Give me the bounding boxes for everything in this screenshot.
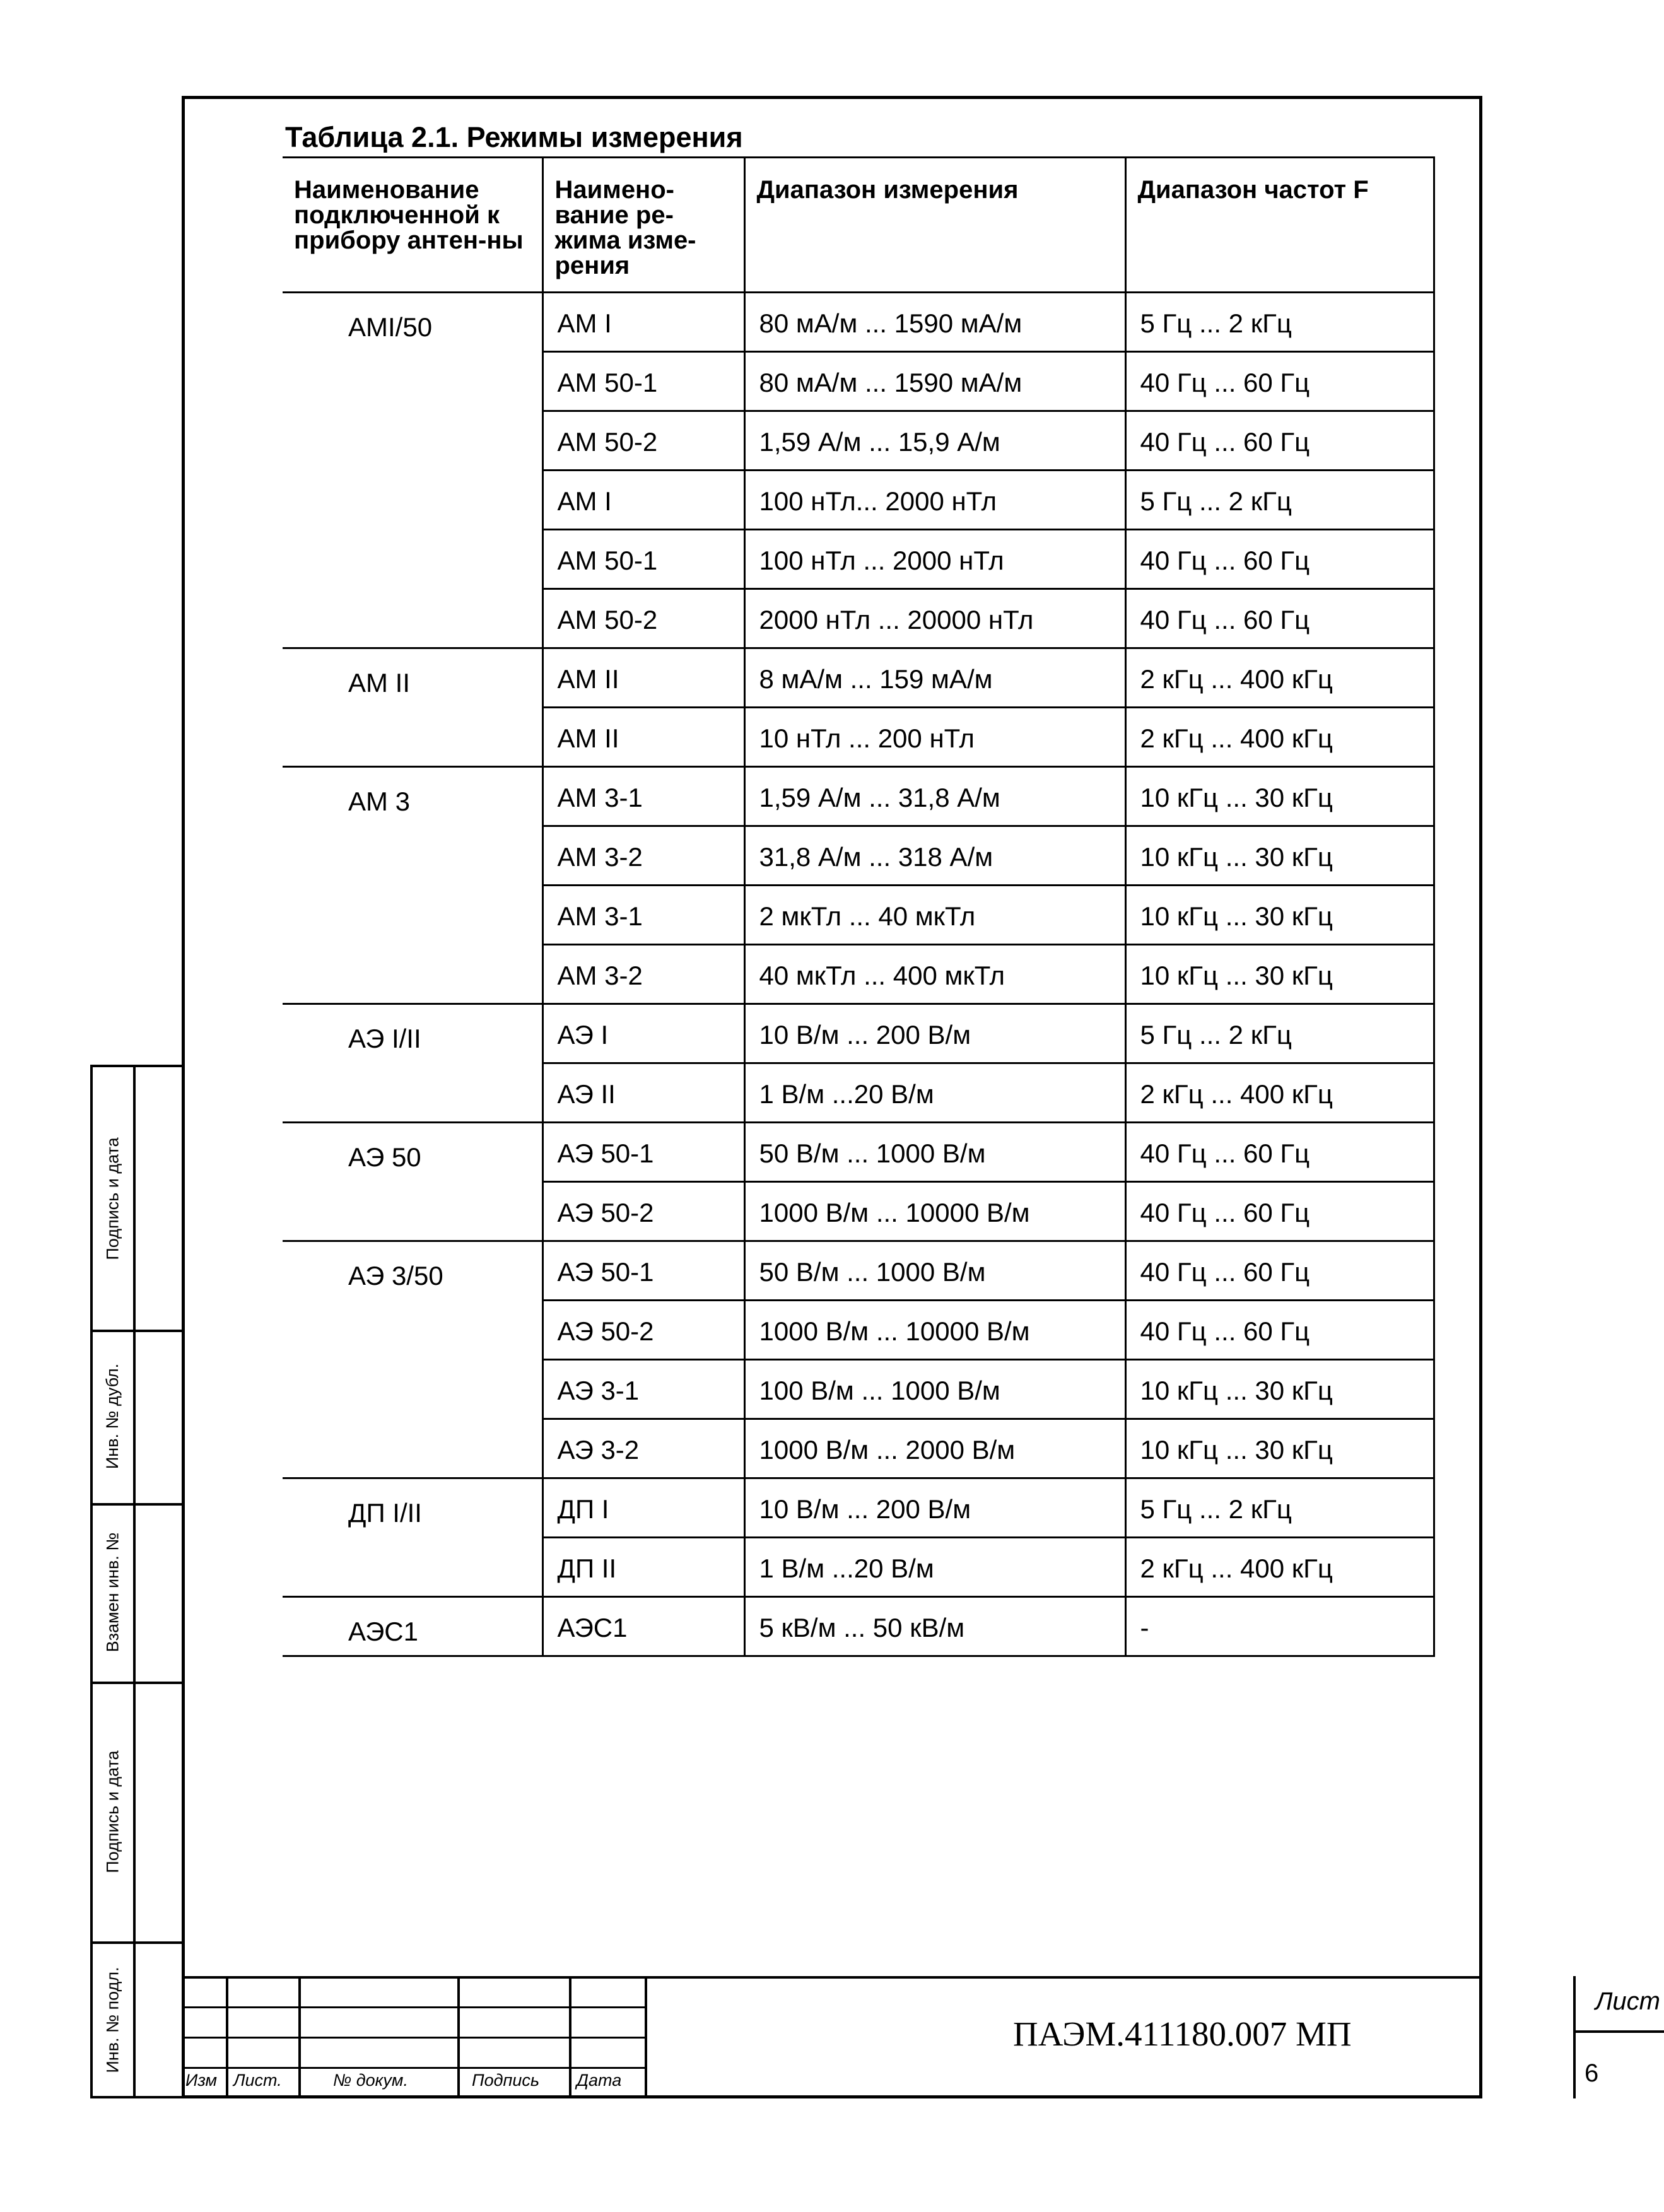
range-cell: 50 В/м ... 1000 В/м xyxy=(744,1241,1125,1301)
mode-cell: АЭ I xyxy=(542,1004,744,1063)
frequency-cell: 5 Гц ... 2 кГц xyxy=(1125,471,1434,530)
table-body xyxy=(283,293,1434,1656)
antenna-name-cell: AM II xyxy=(283,648,542,767)
table-row xyxy=(283,1123,1434,1182)
strip-label: Подпись и дата xyxy=(103,1750,122,1873)
range-cell: 100 нТл... 2000 нТл xyxy=(744,471,1125,530)
designation-cell xyxy=(645,1976,1553,2098)
binding-strip xyxy=(90,1065,182,2098)
mode-cell: АЭ II xyxy=(542,1063,744,1123)
table-title: Таблица 2.1. Режимы измерения xyxy=(285,121,743,153)
mode-cell: AM 50-1 xyxy=(542,530,744,589)
document-designation: ПАЭМ.411180.007 МП xyxy=(1013,2015,1352,2053)
grid-line xyxy=(182,2006,645,2008)
frequency-cell: 40 Гц ... 60 Гц xyxy=(1125,1301,1434,1360)
table-row xyxy=(283,293,1434,352)
range-cell: 80 мА/м ... 1590 мА/м xyxy=(744,293,1125,352)
mode-cell: АЭ 3-1 xyxy=(542,1360,744,1419)
frequency-cell: 40 Гц ... 60 Гц xyxy=(1125,1182,1434,1241)
range-cell: 80 мА/м ... 1590 мА/м xyxy=(744,352,1125,411)
grid-line xyxy=(182,2037,645,2039)
sheet-number: 6 xyxy=(1585,2059,1599,2087)
antenna-name-cell: AMI/50 xyxy=(283,293,542,648)
frequency-cell: 2 кГц ... 400 кГц xyxy=(1125,708,1434,767)
range-cell: 1 В/м ...20 В/м xyxy=(744,1063,1125,1123)
strip-cell-dup-inv xyxy=(93,1330,133,1503)
range-cell: 1,59 А/м ... 15,9 А/м xyxy=(744,411,1125,471)
mode-cell: AM 50-2 xyxy=(542,589,744,648)
range-cell: 10 нТл ... 200 нТл xyxy=(744,708,1125,767)
frequency-cell: 40 Гц ... 60 Гц xyxy=(1125,352,1434,411)
frequency-cell: 5 Гц ... 2 кГц xyxy=(1125,1004,1434,1063)
strip-cell-signature-date-2 xyxy=(93,1682,133,1941)
range-cell: 50 В/м ... 1000 В/м xyxy=(744,1123,1125,1182)
col-label-sheet: Лист. xyxy=(233,2071,282,2090)
strip-cell-signature-date-1 xyxy=(93,1067,133,1330)
strip-label: Взамен инв. № xyxy=(103,1532,122,1653)
antenna-name-cell: AM 3 xyxy=(283,767,542,1004)
table-row xyxy=(283,1597,1434,1656)
range-cell: 5 кВ/м ... 50 кВ/м xyxy=(744,1597,1125,1656)
strip-cell-orig-inv xyxy=(93,1941,133,2098)
frequency-cell: 10 кГц ... 30 кГц xyxy=(1125,1419,1434,1478)
frequency-cell: 40 Гц ... 60 Гц xyxy=(1125,589,1434,648)
grid-line xyxy=(182,2067,645,2069)
header-antenna: Наименование подключенной к прибору антен-ны xyxy=(283,158,542,293)
range-cell: 100 В/м ... 1000 В/м xyxy=(744,1360,1125,1419)
frequency-cell: 40 Гц ... 60 Гц xyxy=(1125,1123,1434,1182)
frequency-cell: - xyxy=(1125,1597,1434,1656)
frequency-cell: 10 кГц ... 30 кГц xyxy=(1125,886,1434,945)
strip-label: Инв. № подл. xyxy=(103,1967,122,2073)
mode-cell: AM II xyxy=(542,708,744,767)
range-cell: 1000 В/м ... 10000 В/м xyxy=(744,1301,1125,1360)
title-block xyxy=(182,1976,1660,2098)
frequency-cell: 2 кГц ... 400 кГц xyxy=(1125,648,1434,708)
sheet-divider xyxy=(1576,2030,1664,2033)
antenna-name-cell: АЭ 3/50 xyxy=(283,1241,542,1478)
col-label-doc-number: № докум. xyxy=(333,2071,408,2090)
mode-cell: АЭ 50-2 xyxy=(542,1182,744,1241)
table-row xyxy=(283,1004,1434,1063)
range-cell: 1000 В/м ... 10000 В/м xyxy=(744,1182,1125,1241)
table-row xyxy=(283,767,1434,826)
mode-cell: АЭ 50-1 xyxy=(542,1123,744,1182)
mode-cell: АЭ 50-1 xyxy=(542,1241,744,1301)
frequency-cell: 40 Гц ... 60 Гц xyxy=(1125,411,1434,471)
range-cell: 100 нТл ... 2000 нТл xyxy=(744,530,1125,589)
col-label-change: Изм xyxy=(185,2071,218,2090)
range-cell: 1 В/м ...20 В/м xyxy=(744,1538,1125,1597)
range-cell: 40 мкТл ... 400 мкТл xyxy=(744,945,1125,1004)
header-range: Диапазон измерения xyxy=(744,158,1125,293)
header-frequency: Диапазон частот F xyxy=(1125,158,1434,293)
col-label-date: Дата xyxy=(577,2071,622,2090)
frequency-cell: 2 кГц ... 400 кГц xyxy=(1125,1063,1434,1123)
mode-cell: AM 50-1 xyxy=(542,352,744,411)
range-cell: 1000 В/м ... 2000 В/м xyxy=(744,1419,1125,1478)
table-header-row xyxy=(283,158,1434,293)
frequency-cell: 10 кГц ... 30 кГц xyxy=(1125,1360,1434,1419)
frequency-cell: 10 кГц ... 30 кГц xyxy=(1125,767,1434,826)
strip-label: Инв. № дубл. xyxy=(103,1363,122,1470)
mode-cell: ДП I xyxy=(542,1478,744,1538)
frequency-cell: 2 кГц ... 400 кГц xyxy=(1125,1538,1434,1597)
table-row xyxy=(283,648,1434,708)
table-row xyxy=(283,1478,1434,1538)
sheet-label: Лист xyxy=(1595,1987,1660,2015)
measurement-modes-table xyxy=(283,156,1435,1657)
table-row xyxy=(283,1241,1434,1301)
range-cell: 8 мА/м ... 159 мА/м xyxy=(744,648,1125,708)
mode-cell: AM 3-1 xyxy=(542,767,744,826)
antenna-name-cell: ДП I/II xyxy=(283,1478,542,1597)
mode-cell: АЭС1 xyxy=(542,1597,744,1656)
mode-cell: ДП II xyxy=(542,1538,744,1597)
header-mode: Наимено-вание ре-жима изме-рения xyxy=(542,158,744,293)
range-cell: 31,8 А/м ... 318 А/м xyxy=(744,826,1125,886)
col-label-signature: Подпись xyxy=(472,2071,540,2090)
mode-cell: AM 3-1 xyxy=(542,886,744,945)
range-cell: 10 В/м ... 200 В/м xyxy=(744,1004,1125,1063)
strip-cell-replace-inv xyxy=(93,1503,133,1682)
antenna-name-cell: АЭС1 xyxy=(283,1597,542,1656)
range-cell: 10 В/м ... 200 В/м xyxy=(744,1478,1125,1538)
mode-cell: AM 3-2 xyxy=(542,826,744,886)
frequency-cell: 5 Гц ... 2 кГц xyxy=(1125,293,1434,352)
mode-cell: AM I xyxy=(542,471,744,530)
frequency-cell: 40 Гц ... 60 Гц xyxy=(1125,530,1434,589)
revision-grid xyxy=(182,1976,645,2098)
antenna-name-cell: АЭ I/II xyxy=(283,1004,542,1123)
mode-cell: AM 3-2 xyxy=(542,945,744,1004)
mode-cell: АЭ 3-2 xyxy=(542,1419,744,1478)
frequency-cell: 5 Гц ... 2 кГц xyxy=(1125,1478,1434,1538)
frequency-cell: 40 Гц ... 60 Гц xyxy=(1125,1241,1434,1301)
mode-cell: AM I xyxy=(542,293,744,352)
range-cell: 1,59 А/м ... 31,8 А/м xyxy=(744,767,1125,826)
frequency-cell: 10 кГц ... 30 кГц xyxy=(1125,945,1434,1004)
mode-cell: AM 50-2 xyxy=(542,411,744,471)
sheet-cell xyxy=(1573,1976,1664,2098)
frequency-cell: 10 кГц ... 30 кГц xyxy=(1125,826,1434,886)
range-cell: 2 мкТл ... 40 мкТл xyxy=(744,886,1125,945)
range-cell: 2000 нТл ... 20000 нТл xyxy=(744,589,1125,648)
antenna-name-cell: АЭ 50 xyxy=(283,1123,542,1241)
mode-cell: AM II xyxy=(542,648,744,708)
mode-cell: АЭ 50-2 xyxy=(542,1301,744,1360)
strip-label: Подпись и дата xyxy=(103,1137,122,1260)
